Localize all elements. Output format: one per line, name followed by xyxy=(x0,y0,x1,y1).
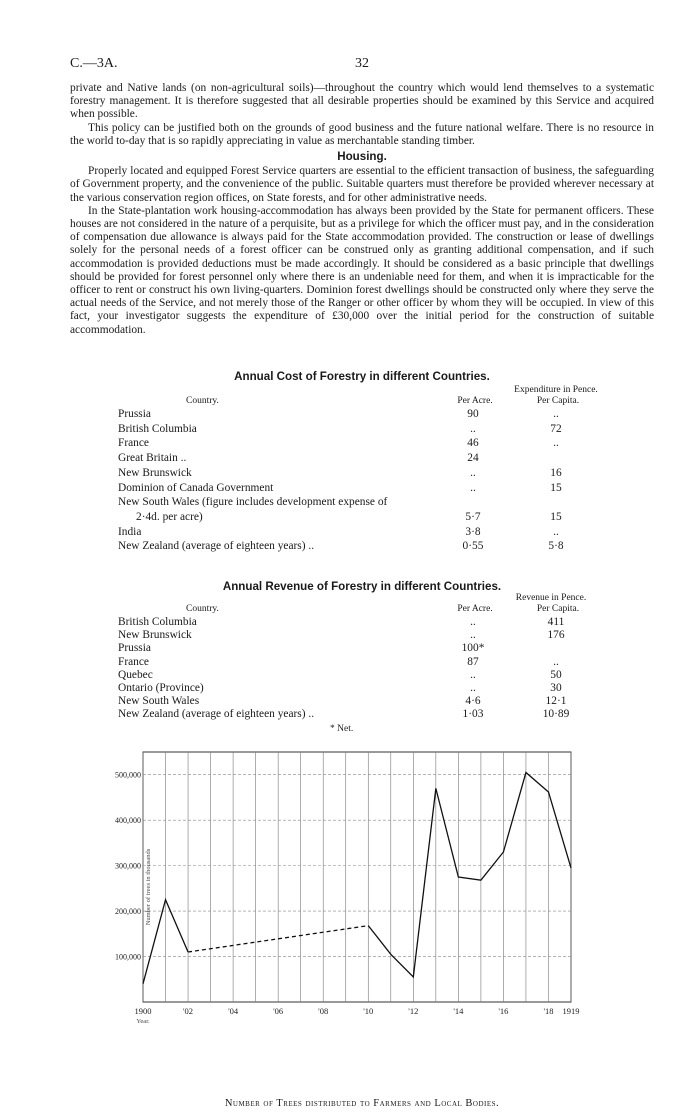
cost-col-group: Expenditure in Pence. xyxy=(514,385,598,395)
x-tick-label: '06 xyxy=(273,1006,284,1016)
x-axis-label: Year. xyxy=(136,1018,150,1025)
revenue-col-acre: Per Acre. xyxy=(457,604,493,614)
cost-row-per-capita: 16 xyxy=(550,466,562,479)
revenue-row-per-acre: 1·03 xyxy=(462,708,484,721)
y-tick-label: 300,000 xyxy=(115,861,141,871)
revenue-row-country: New Zealand (average of eighteen years) .. xyxy=(118,708,315,721)
cost-row-per-acre: .. xyxy=(470,466,476,479)
paragraph-4: In the State-plantation work housing-accommodation has always been provided by the State for permanent officers. These houses are not considered in the nature of a perquisite, but as a privilege for which the officer must pay, and in the consideration of compensation due allowance is always paid for the State accommodation provided. The construction or lease of dwellings solely for the personal needs of a forest officer can be construed only as granting additional compensation, and if such accommodation is provided deductions must be made accordingly. It should be considered as a basic principle that dwellings should be provided for forest personnel only where there is an undeniable need for them, and when it is impracticable for the officer to rent or construct his own living-quarters. Dominion forest dwellings should be constructed only where they serve the actual needs of the Service, and not merely those of the Ranger or other officer by whom they will be occupied. In view of this fact, your investigator suggests the expenditure of £30,000 over the initial period for the construction of suitable accommodation. xyxy=(70,204,654,336)
revenue-row-country: New Brunswick xyxy=(118,629,192,642)
cost-row-country: New Zealand (average of eighteen years) .. xyxy=(118,540,315,553)
revenue-row-country: New South Wales xyxy=(118,695,200,708)
revenue-row-country: Prussia xyxy=(118,642,151,655)
revenue-row-per-capita: .. xyxy=(553,655,559,668)
cost-row-per-capita: .. xyxy=(553,437,559,450)
cost-row-country: British Columbia xyxy=(118,422,197,435)
revenue-table-title: Annual Revenue of Forestry in different Countries. xyxy=(222,580,502,593)
revenue-row-country: France xyxy=(118,655,149,668)
revenue-row-per-capita: 10·89 xyxy=(542,708,570,721)
cost-row-per-capita: .. xyxy=(553,525,559,538)
revenue-row-country: British Columbia xyxy=(118,616,197,628)
x-tick-label: '18 xyxy=(543,1006,554,1016)
cost-row-per-acre: 0·55 xyxy=(462,540,484,553)
revenue-row-per-capita: 411 xyxy=(547,616,565,628)
revenue-row-per-acre: 4·6 xyxy=(465,695,481,708)
y-tick-label: 400,000 xyxy=(115,816,141,826)
paragraph-2: This policy can be justified both on the grounds of good business and the future national welfare. There is no resource in the world to-day that is so rapidly appreciating in value as merchantable standing timber. xyxy=(70,121,654,147)
x-tick-label: '10 xyxy=(363,1006,374,1016)
cost-row-per-capita: 72 xyxy=(550,422,562,435)
revenue-row-per-acre: .. xyxy=(470,682,476,694)
chart-grid xyxy=(143,752,571,1002)
revenue-row-per-acre: 87 xyxy=(467,655,479,668)
revenue-row-per-capita: 50 xyxy=(550,668,562,681)
revenue-row-per-capita: 176 xyxy=(547,629,565,642)
cost-row-per-acre: 3·8 xyxy=(465,525,481,538)
revenue-row-per-acre: .. xyxy=(470,616,476,628)
revenue-col-country: Country. xyxy=(186,604,219,614)
revenue-footnote: * Net. xyxy=(330,724,354,734)
cost-row-country: France xyxy=(118,437,149,450)
cost-row-country: 2·4d. per acre) xyxy=(136,510,203,523)
x-tick-label: '04 xyxy=(228,1006,239,1016)
cost-row-per-acre: .. xyxy=(470,422,476,435)
cost-row-per-capita: 5·8 xyxy=(548,540,564,553)
cost-row-country: Prussia xyxy=(118,408,151,420)
chart-labels xyxy=(115,771,580,1025)
cost-col-acre: Per Acre. xyxy=(457,396,493,406)
cost-col-capita: Per Capita. xyxy=(536,396,580,406)
x-tick-label: 1919 xyxy=(562,1006,580,1016)
x-tick-label: '02 xyxy=(183,1006,194,1016)
revenue-row-per-capita: 12·1 xyxy=(545,695,567,708)
y-tick-label: 500,000 xyxy=(115,770,141,780)
paragraph-1: private and Native lands (on non-agricultural soils)—throughout the country which would lend themselves to a systematic forestry management. It is therefore suggested that all desirable properties should be examined by this Service and acquired when possible. xyxy=(70,82,654,121)
revenue-row-country: Quebec xyxy=(118,668,153,681)
y-tick-label: 100,000 xyxy=(115,952,141,962)
cost-row-per-acre: 5·7 xyxy=(465,510,481,523)
x-tick-label: 1900 xyxy=(134,1006,152,1016)
cost-row-per-acre: 90 xyxy=(467,408,479,420)
cost-row-per-capita: 15 xyxy=(550,510,562,523)
cost-row-country: India xyxy=(118,525,142,538)
revenue-col-capita: Per Capita. xyxy=(536,604,580,614)
paragraph-3: Properly located and equipped Forest Service quarters are essential to the efficient transaction of business, the safeguarding of Government property, and the convenience of the public. Suitable quarters must therefore be provided wherever necessary at the various conservation region offices, on State forests, and for other administrative needs. xyxy=(70,165,654,204)
x-tick-label: '12 xyxy=(408,1006,419,1016)
cost-row-per-acre: 24 xyxy=(467,452,479,465)
cost-row-per-acre: .. xyxy=(470,481,476,494)
chart-caption: Number of Trees distributed to Farmers and Local Bodies. xyxy=(224,1098,500,1109)
page-number: 32 xyxy=(355,56,369,71)
x-tick-label: '16 xyxy=(498,1006,509,1016)
cost-row-country: Great Britain .. xyxy=(118,452,187,465)
revenue-row-per-acre: .. xyxy=(470,668,476,681)
document-reference: C.—3A. xyxy=(70,56,118,71)
y-tick-label: 200,000 xyxy=(115,907,141,917)
chart-frame xyxy=(143,752,571,1002)
revenue-row-per-capita: 30 xyxy=(550,682,562,694)
x-tick-label: '14 xyxy=(453,1006,464,1016)
y-axis-label: Number of trees in thousands xyxy=(145,848,152,926)
cost-row-country: New South Wales (figure includes development expense of xyxy=(118,496,388,509)
cost-row-per-acre: 46 xyxy=(467,437,479,450)
revenue-row-country: Ontario (Province) xyxy=(118,682,204,694)
cost-row-per-capita: .. xyxy=(553,408,559,420)
cost-row-country: Dominion of Canada Government xyxy=(118,481,274,494)
cost-row-per-capita: 15 xyxy=(550,481,562,494)
housing-heading: Housing. xyxy=(337,150,387,164)
chart-lines xyxy=(143,772,571,983)
cost-row-country: New Brunswick xyxy=(118,466,192,479)
series-line-solid-late xyxy=(368,772,571,977)
x-tick-label: '08 xyxy=(318,1006,329,1016)
revenue-row-per-acre: 100* xyxy=(461,642,485,655)
revenue-row-per-acre: .. xyxy=(470,629,476,642)
cost-table-title: Annual Cost of Forestry in different Countries. xyxy=(234,370,490,383)
revenue-col-group: Revenue in Pence. xyxy=(515,593,587,603)
cost-col-country: Country. xyxy=(186,396,219,406)
